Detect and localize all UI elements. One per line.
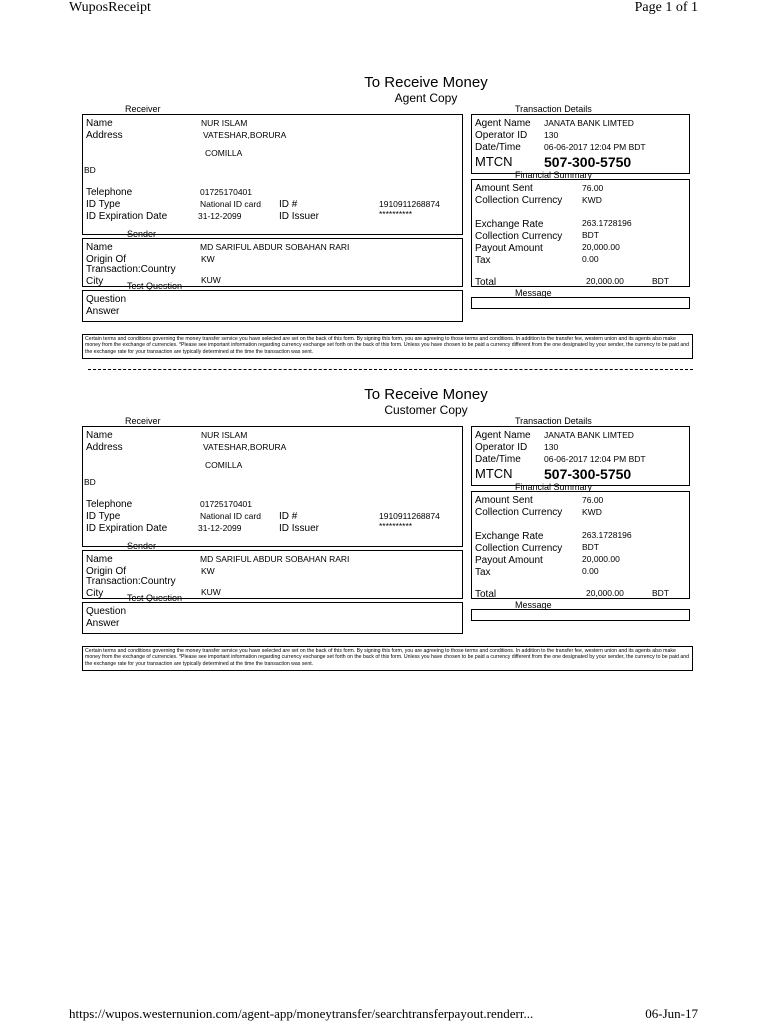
collection-currency2-label: Collection Currency (475, 543, 563, 554)
copy-subtitle: Customer Copy (384, 403, 468, 417)
page-footer-date: 06-Jun-17 (645, 1006, 698, 1021)
sender-city: KUW (201, 587, 221, 597)
receiver-section-label: Receiver (125, 416, 161, 426)
receiver-name: NUR ISLAM (201, 430, 248, 440)
message-section-label: Message (515, 600, 552, 610)
amount-sent-label: Amount Sent (475, 495, 533, 506)
receipt-title: To Receive Money (364, 386, 488, 403)
total-amount: 20,000.00 (586, 588, 624, 598)
receiver-id-expiration-label: ID Expiration Date (86, 211, 168, 222)
transaction-details-box (471, 114, 690, 174)
receipt-copy-0 (0, 74, 768, 374)
page-footer-url: https://wupos.westernunion.com/agent-app/moneytransfer/searchtransferpayout.renderr... (69, 1006, 534, 1021)
receiver-id-type: National ID card (200, 199, 261, 209)
collection-currency2: BDT (582, 542, 599, 552)
transaction-datetime: 06-06-2017 12:04 PM BDT (544, 454, 646, 464)
collection-currency2: BDT (582, 230, 599, 240)
total-currency: BDT (652, 276, 669, 286)
receiver-telephone-label: Telephone (86, 499, 133, 510)
collection-currency2-label: Collection Currency (475, 231, 563, 242)
sender-name-label: Name (86, 554, 113, 565)
sender-origin-label-2: Transaction:Country (86, 576, 176, 587)
sender-origin: KW (201, 566, 215, 576)
test-question-box (82, 602, 463, 634)
sender-city-label: City (86, 588, 104, 599)
test-question-box (82, 290, 463, 322)
sender-box (82, 550, 463, 599)
transaction-details-box (471, 426, 690, 486)
transaction-details-section-label: Transaction Details (515, 416, 592, 426)
agent-name-label: Agent Name (475, 118, 531, 129)
receiver-telephone: 01725170401 (200, 187, 253, 197)
receiver-name-label: Name (86, 118, 113, 129)
financial-summary-box (471, 491, 690, 599)
receiver-id-expiration-label: ID Expiration Date (86, 523, 168, 534)
tax-label: Tax (475, 255, 491, 266)
tax: 0.00 (582, 254, 599, 264)
receiver-box (82, 114, 463, 235)
receiver-id-issuer: ********** (379, 521, 413, 531)
total-label: Total (475, 277, 497, 288)
question-label: Question (86, 606, 127, 617)
receiver-id-type: National ID card (200, 511, 261, 521)
test-question-section-label: Test Question (127, 281, 183, 291)
cut-line-divider (88, 369, 693, 370)
terms-disclaimer: Certain terms and conditions governing the money transfer service you have selected are set on the back of this form. By signing this form, you are agreeing to those terms and conditions. In addition to the transfer fee, western union and its agents also make money from the exchange of currencies. *Please see important information regarding currency exchange set forth on the back of this form. Unless you have chosen to be paid a currency different from the one designated by your sender, the currency to be paid and the exchange rate for your transaction are typically determined at the time the transaction was sent. (82, 646, 693, 671)
financial-summary-section-label: Financial Summary (515, 482, 593, 492)
receiver-section-label: Receiver (125, 104, 161, 114)
test-question-section-label: Test Question (127, 593, 183, 603)
mtcn-number: 507-300-5750 (544, 466, 632, 482)
sender-name-label: Name (86, 242, 113, 253)
receiver-address-line1: VATESHAR,BORURA (203, 130, 287, 140)
receiver-name: NUR ISLAM (201, 118, 248, 128)
answer-label: Answer (86, 306, 120, 317)
receiver-address-label: Address (86, 442, 123, 453)
sender-origin-label-1: Origin Of (86, 566, 127, 577)
sender-name: MD SARIFUL ABDUR SOBAHAN RARI (200, 554, 350, 564)
sender-city-label: City (86, 276, 104, 287)
operator-id: 130 (544, 130, 559, 140)
sender-section-label: Sender (127, 541, 157, 551)
question-label: Question (86, 294, 127, 305)
agent-name-label: Agent Name (475, 430, 531, 441)
sender-origin: KW (201, 254, 215, 264)
receiver-box (82, 426, 463, 547)
mtcn-label: MTCN (475, 154, 513, 169)
exchange-rate-label: Exchange Rate (475, 219, 544, 230)
agent-name: JANATA BANK LIMTED (544, 118, 634, 128)
exchange-rate-label: Exchange Rate (475, 531, 544, 542)
copy-subtitle: Agent Copy (394, 91, 458, 105)
amount-sent: 76.00 (582, 183, 604, 193)
receiver-address-label: Address (86, 130, 123, 141)
receiver-address-line2: COMILLA (205, 148, 243, 158)
receipt-copy-1 (0, 386, 768, 686)
agent-name: JANATA BANK LIMTED (544, 430, 634, 440)
receiver-id-number: 1910911268874 (379, 199, 440, 209)
collection-currency-label: Collection Currency (475, 507, 563, 518)
answer-label: Answer (86, 618, 120, 629)
receipt-title: To Receive Money (364, 74, 488, 91)
mtcn-number: 507-300-5750 (544, 154, 632, 170)
operator-id-label: Operator ID (475, 442, 528, 453)
sender-box (82, 238, 463, 287)
receiver-id-type-label: ID Type (86, 199, 121, 210)
message-box (471, 609, 690, 621)
receiver-address-line2: COMILLA (205, 460, 243, 470)
mtcn-label: MTCN (475, 466, 513, 481)
receiver-id-issuer-label: ID Issuer (279, 523, 320, 534)
tax: 0.00 (582, 566, 599, 576)
receiver-id-number: 1910911268874 (379, 511, 440, 521)
financial-summary-section-label: Financial Summary (515, 170, 593, 180)
payout-amount: 20,000.00 (582, 554, 620, 564)
transaction-datetime: 06-06-2017 12:04 PM BDT (544, 142, 646, 152)
sender-name: MD SARIFUL ABDUR SOBAHAN RARI (200, 242, 350, 252)
receiver-id-expiration: 31-12-2099 (198, 211, 242, 221)
amount-sent-label: Amount Sent (475, 183, 533, 194)
financial-summary-box (471, 179, 690, 287)
message-box (471, 297, 690, 309)
receiver-telephone-label: Telephone (86, 187, 133, 198)
receiver-telephone: 01725170401 (200, 499, 253, 509)
tax-label: Tax (475, 567, 491, 578)
datetime-label: Date/Time (475, 142, 521, 153)
terms-disclaimer: Certain terms and conditions governing the money transfer service you have selected are set on the back of this form. By signing this form, you are agreeing to those terms and conditions. In addition to the transfer fee, western union and its agents also make money from the exchange of currencies. *Please see important information regarding currency exchange set forth on the back of this form. Unless you have chosen to be paid a currency different from the one designated by your sender, the currency to be paid and the exchange rate for your transaction are typically determined at the time the transaction was sent. (82, 334, 693, 359)
receiver-country: BD (84, 477, 96, 487)
transaction-details-section-label: Transaction Details (515, 104, 592, 114)
amount-sent: 76.00 (582, 495, 604, 505)
collection-currency: KWD (582, 195, 602, 205)
total-label: Total (475, 589, 497, 600)
collection-currency-label: Collection Currency (475, 195, 563, 206)
receiver-id-issuer: ********** (379, 209, 413, 219)
sender-city: KUW (201, 275, 221, 285)
exchange-rate: 263.1728196 (582, 218, 632, 228)
total-currency: BDT (652, 588, 669, 598)
payout-amount: 20,000.00 (582, 242, 620, 252)
receiver-id-number-label: ID # (279, 511, 298, 522)
receiver-country: BD (84, 165, 96, 175)
receiver-id-number-label: ID # (279, 199, 298, 210)
operator-id: 130 (544, 442, 559, 452)
sender-origin-label-2: Transaction:Country (86, 264, 176, 275)
receiver-name-label: Name (86, 430, 113, 441)
page-number: Page 1 of 1 (634, 0, 698, 15)
exchange-rate: 263.1728196 (582, 530, 632, 540)
receiver-id-type-label: ID Type (86, 511, 121, 522)
page-header-title: WuposReceipt (69, 0, 151, 15)
payout-amount-label: Payout Amount (475, 243, 543, 254)
receiver-id-expiration: 31-12-2099 (198, 523, 242, 533)
sender-origin-label-1: Origin Of (86, 254, 127, 265)
sender-section-label: Sender (127, 229, 157, 239)
receiver-address-line1: VATESHAR,BORURA (203, 442, 287, 452)
datetime-label: Date/Time (475, 454, 521, 465)
payout-amount-label: Payout Amount (475, 555, 543, 566)
total-amount: 20,000.00 (586, 276, 624, 286)
message-section-label: Message (515, 288, 552, 298)
collection-currency: KWD (582, 507, 602, 517)
receiver-id-issuer-label: ID Issuer (279, 211, 320, 222)
operator-id-label: Operator ID (475, 130, 528, 141)
